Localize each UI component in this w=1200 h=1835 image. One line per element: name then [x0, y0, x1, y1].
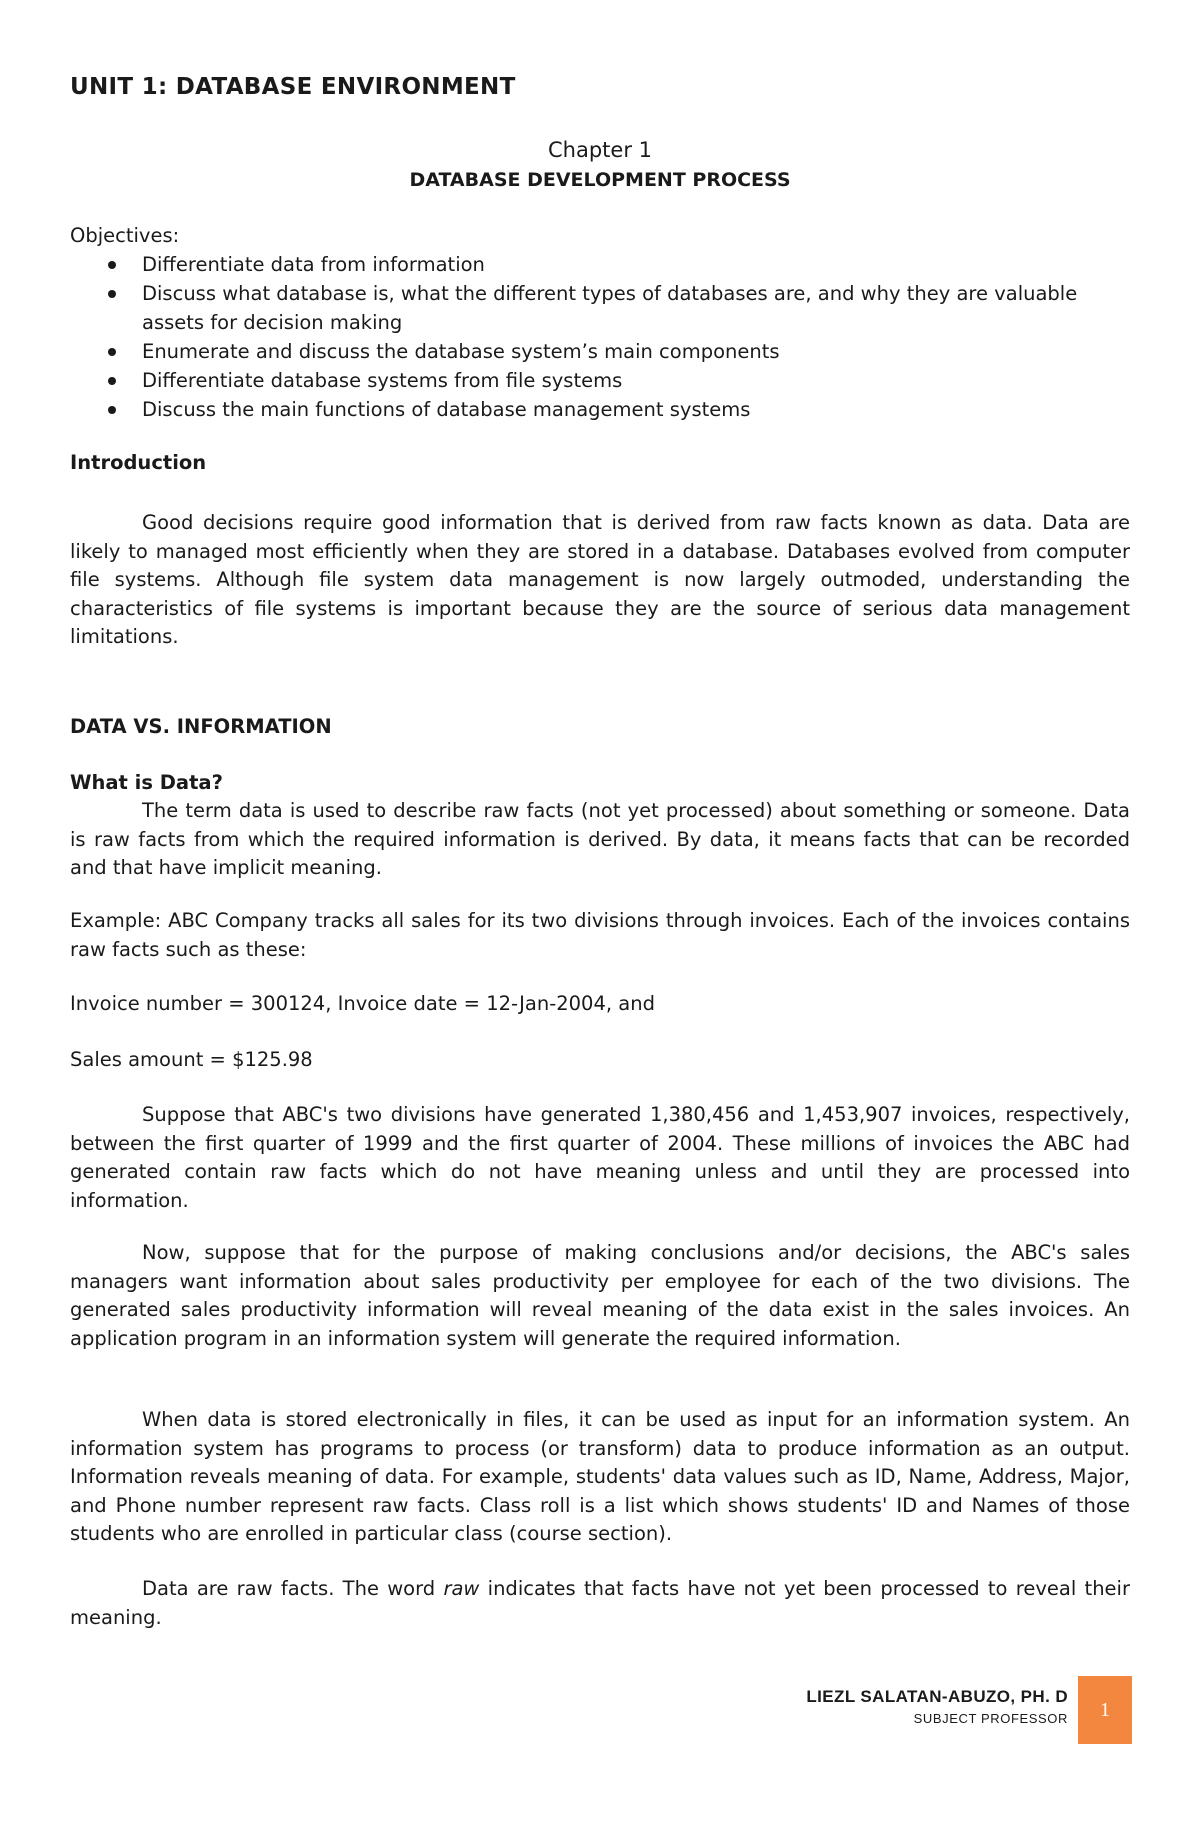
raw-facts-paragraph: [70, 1575, 1130, 1632]
what-is-data-heading: What is Data?: [70, 771, 223, 794]
chapter-header: [0, 135, 1200, 195]
raw-facts-text-end: indicates that facts have not yet been processed to reveal their meaning.: [70, 1577, 1130, 1629]
information-system-paragraph: When data is stored electronically in files, it can be used as input for an information system. An information system has programs to process (or transform) data to produce information as an output. Information reveals meaning of data. For example, students' data values such as ID, Name, Address, Major, and Phone number represent raw facts. Class roll is a list which shows students' ID and Names of those students who are enrolled in particular class (course section).: [70, 1408, 1130, 1545]
sales-managers-paragraph: Now, suppose that for the purpose of making conclusions and/or decisions, the ABC's sales managers want information about sales productivity per employee for each of the two divisions. The generated sales productivity information will reveal meaning of the data exist in the sales invoices. An application program in an information system will generate the required information.: [70, 1241, 1130, 1350]
invoice-line: Invoice number = 300124, Invoice date = 12-Jan-2004, and: [70, 992, 655, 1015]
data-definition-paragraph: The term data is used to describe raw facts (not yet processed) about something or someone. Data is raw facts from which the required information is derived. By data, it means facts that can be recorded and that have implicit meaning.: [70, 799, 1130, 879]
introduction-paragraph: Good decisions require good information that is derived from raw facts known as data. Data are likely to managed most efficiently when they are stored in a database. Databases evolved from computer file systems. Although file system data management is now largely outmoded, understanding the characteristics of file systems is important because they are the source of serious data management limitations.: [70, 511, 1130, 648]
objective-item: Discuss the main functions of database management systems: [70, 395, 1130, 424]
sales-amount-line: Sales amount = $125.98: [70, 1048, 313, 1071]
objective-item: Enumerate and discuss the database system’s main components: [70, 337, 1130, 366]
author-role: SUBJECT PROFESSOR: [913, 1711, 1068, 1726]
unit-title: UNIT 1: DATABASE ENVIRONMENT: [70, 74, 516, 100]
introduction-heading: Introduction: [70, 451, 207, 474]
raw-facts-text-start: Data are raw facts. The word: [142, 1577, 444, 1600]
objective-item: Differentiate database systems from file systems: [70, 366, 1130, 395]
objectives-label: Objectives:: [70, 224, 180, 247]
chapter-title: DATABASE DEVELOPMENT PROCESS: [409, 169, 791, 191]
objective-item: Discuss what database is, what the different types of databases are, and why they are valuable assets for decision making: [70, 279, 1130, 337]
footer-author-block: [806, 1687, 1068, 1726]
data-vs-information-heading: DATA VS. INFORMATION: [70, 715, 332, 738]
example-paragraph: Example: ABC Company tracks all sales for its two divisions through invoices. Each of the invoices contains raw facts such as these:: [70, 909, 1130, 961]
chapter-label: Chapter 1: [548, 138, 652, 162]
objectives-list: [70, 250, 1130, 424]
raw-word: raw: [443, 1577, 480, 1600]
invoices-paragraph: Suppose that ABC's two divisions have generated 1,380,456 and 1,453,907 invoices, respectively, between the first quarter of 1999 and the first quarter of 2004. These millions of invoices the ABC had generated contain raw facts which do not have meaning unless and until they are processed into information.: [70, 1103, 1130, 1212]
objective-item: Differentiate data from information: [70, 250, 1130, 279]
author-name: LIEZL SALATAN-ABUZO, PH. D: [806, 1687, 1068, 1706]
page-number-badge: 1: [1078, 1676, 1132, 1744]
